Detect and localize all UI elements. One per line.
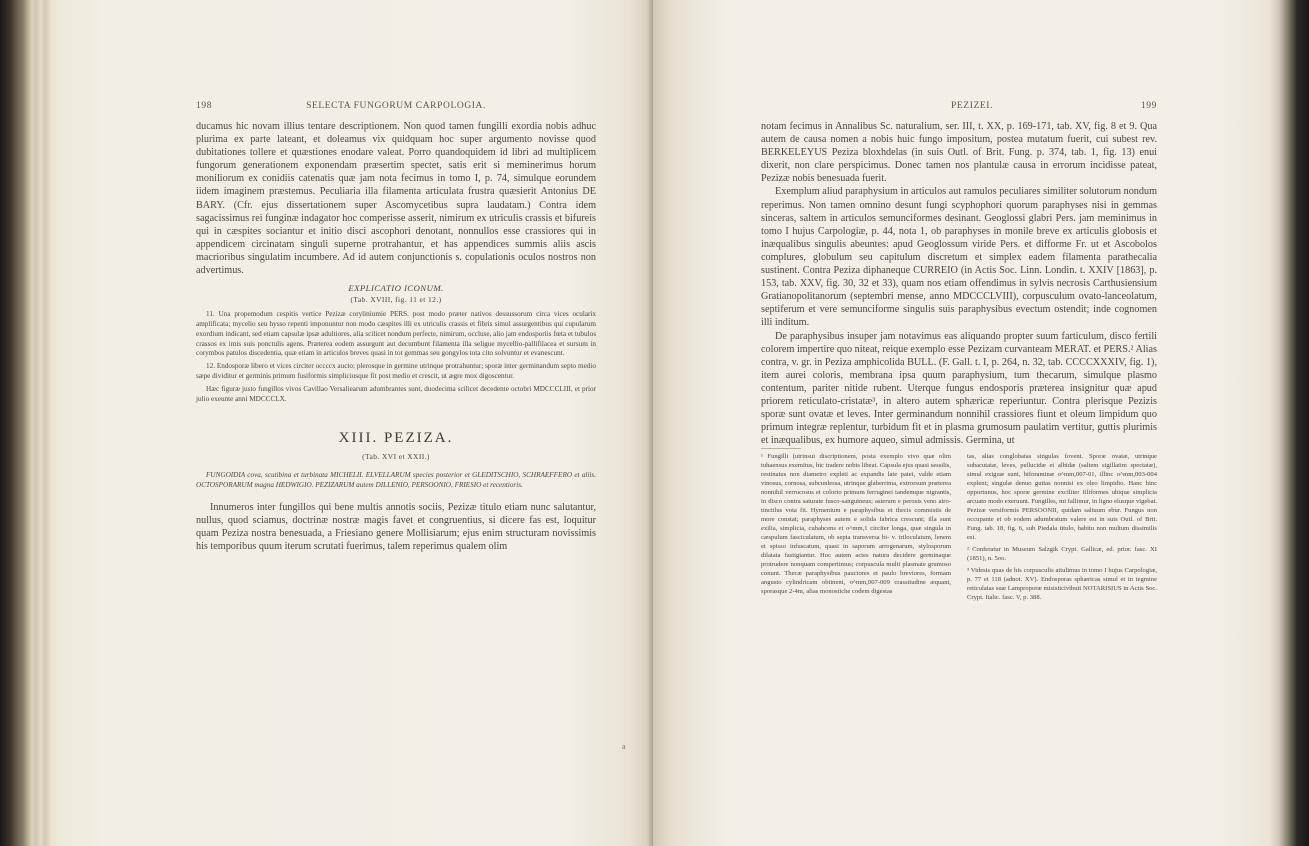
section-title: XIII. PEZIZA. (338, 430, 454, 447)
explanation-heading: EXPLICATIO ICONUM. (348, 283, 444, 294)
right-paragraph-2: Exemplum aliud paraphysium in articulos aut ramulos peculiares similiter solutorum nondum reperimus. Non tamen omnino desunt fungi scyphophori quorum paraphyses nisi in gemmas sinceras, saltem in articulos semunciformes desinant. Geoglossi glabri Pers. jam meminimus in tomo I hujus Carpologiæ, p. 44, nota 1, ob paraphyses in monile breve ex articulis globosis et inæqualibus singulis abeuntes: apud Geoglossum viride Pers. et difforme Fr. ut et Ascobolos complures, globulum seu capitulum discretum et simplex eadem filamenta parathecalia sustinent. Contra Peziza diphaneque CURREIO (in Actis Soc. Linn. Londin. t. XXIV [1863], p. 153, tab. XXV, fig. 30, 32 et 33), quam nos etiam offendimus in sylvis necrosis Carthusiensium Gratianopolitanorum (septembri mense, anno MDCCCLVIII), corpusculum ovato-lanceolatum, septiferum et vere semunciforme singulis suis paraphysibus evectum ostendit; inde cognomen illi inditum. (761, 186, 1157, 329)
corner-mark: a (622, 742, 626, 751)
footnote-1-column-b (967, 452, 1157, 602)
left-text-block (196, 120, 596, 553)
footnote-3: ³ Videsis quas de his corpusculis attulimus in tomo I hujus Carpologiæ, p. 77 et 118 (adnot. XV). Endosporas sphæricas simul et in tegmine reticulatas suæ Lamproporæ misisticivibuit NOTARISIUS in Actis Soc. Crypt. Italic. fasc. V, p. 388. (967, 567, 1157, 601)
left-page-edges (0, 0, 58, 846)
left-running-header (196, 101, 596, 111)
right-running-header (761, 101, 1157, 111)
right-running-title: PEZIZEI. (951, 101, 993, 111)
explanation-note: Hæc figuræ justo fungillos vivos Cavillao Versaliearum adumbrantes sunt, duodecima scilicet decedente octobri MDCCCLIII, et prior julio exeunte anni MDCCCLX. (196, 384, 596, 403)
right-page-number: 199 (1140, 101, 1157, 111)
footnote-rule (761, 448, 801, 449)
left-running-title: SELECTA FUNGORUM CARPOLOGIA. (306, 101, 486, 111)
left-page (58, 0, 653, 846)
right-paragraph-1: notam fecimus in Annalibus Sc. naturalium, ser. III, t. XX, p. 169-171, tab. XV, fig. 8 et 9. Qua autem de causa nomen a nobis huic fungo impositum, postea mutatum fuerit, cui subest rev. BERKELEYUS Peziza bloxhdelas (in suis Outl. of Brit. Fung. p. 374, tab. 1, fig. 13) enui dixerit, non clare perspicimus. Donec tamen nos plantulæ causa in errorum incidisse pateat, Pezizæ nobis benesuada fuerit. (761, 121, 1157, 185)
left-paragraph-2: Innumeros inter fungillos qui bene multis annotis sociis, Pezizæ titulo etiam nunc salutantur, nullus, quod sciamus, doctrinæ nostræ magis favet et congruentius, si dicere fas est, loquitur quam Peziza nostra benesuada, a Friesiano genere Mollisiarum; ejus enim structuram novissimis his temporibus quum iterum scrutati fuerimus, talem reperimus qualem olim (196, 501, 596, 553)
explanation-item-11: 11. Una propemodum cespitis vertice Pezizæ coryliniumie PERS. post modo præter nativos dessussorum circa vices ocularix amplificata; mycelio seu hysso repenti imponuntur non modo cæspites illi ex utriculis crassis et fibris simul assurgentibus qui cupularum exordium indicant, sed etiam capsulæ ipsæ adultiores, alia scilicet nondum perfecte, nimirum, occluse, alio jam endosporiis fœta et tubulos crassos ex imis suis ponctulis agens. Præterea eodem assurgunt aut decumbunt filamenta illa seligue mycellio-pallifilacea et sursum in corymbos patulos discedentia, quæ etiam in articulos breves quasi in tot gemmas seu gongylos tota cito solvuntur et evanescunt. (196, 310, 596, 358)
right-page (622, 0, 1269, 846)
footnote-1-continued: tas, alias conglobatas singulas fovent. Sporæ ovatæ, utrinque subacutatæ, leves, pellucidæ et albidæ (saltem sigillatim spectatæ), simul exiguæ sunt, biforaminæ o^mm,007-01, illinc o^mm,003-004 explent; singulæ denuo guttas nonnisi ex oleo limpidio. Hanc hinc opportunus, hoc sporæ germine exciliter filiformes ubique simplicia arcuato modo exeruunt. Fungilles, mi fallimur, in ligno elusque vigebat. Pezizæ versiformis PERSOONII, quidam saltuum ebur. Fungus non occupante et ob eodem adumbratum valere est in suis Outl. of Brit. Fung. tab. 18, fig. 6, sub Piedala titulo, habitu non multum dissimilis est. (967, 453, 1157, 541)
right-page-edges (1269, 0, 1309, 846)
left-paragraph-1: ducamus hic novam illius tentare descriptionem. Non quod tamen fungilli exordia nobis adhuc plurima ex parte lateant, et doleamus vix quidquam hoc super argumento novisse quod dubitationes tollere et quæstiones enodare valeat. Porro quandoquidem id libri ad multiplicem fungorum generationem exponendam præsertim spectet, satis erit si meminerimus horum moniliorum ex conidiis catenatis quæ jam nota fecimus in tomo I, p. 74, simulque eorundem iidem imaginem præstemus. Peculiaria illa filamenta articulata frustra quæsierit Antonius DE BARY. (Cfr. ejus dissertationem super Ascomycetibus supra laudatam.) Contra idem sagacissimus rei funginæ indagator hoc comperisse asserit, nimirum ex utriculis crassis et bifureis qui in cæspites sociantur et initio disci ascophori denotant, nonnullos esse crassiores qui in appendicem circinatam singuli superne protrahantur, et has appendices summis aliis ascis macrioribus singulatim incumbere. Ad id autem conjunctionis s. copulationis oculos nostros non advertimus. (196, 121, 596, 277)
right-text-block (761, 120, 1157, 447)
explanation-ref: (Tab. XVIII, fig. 11 et 12.) (350, 295, 442, 305)
right-paragraph-3: De paraphysibus insuper jam notavimus eas aliquando propter suum farticulum, disco fertili colorem impertire quo niteat, reique exemplo esse Pezizam curvanteam MERAT. et PERS.² Alias contra, v. gr. in Peziza amphicolida BULL. (F. Gall. t. I, p. 264, n. 32, tab. CCCCXXXIV, fig. 1), item aurei coloris, membrana ipsa quum paraphysium, tum thecarum, simulque plasmo contentum, pariter nitide rubent. Uterque fungus endosporis præterea insignitur quæ apud priorem reticulato-cristatæ³, in altero autem sphæricæ reperiuntur. Contra plerisque Pezizis sporæ sunt ovatæ et leves. Inter germinandum nonnihil crassiores fiunt et oleum limpidum quo primum integræ replentur, turbidum fit et in plasma grumosum paulatim vertitur, guttis plurimis et inæqualibus, ex humore aqueo, simul admissis. Germina, ut (761, 330, 1157, 447)
explanation-item-12: 12. Endosporæ libero et vices circiter occccx aucto; plerosque in germine utrinque protrahuntur; sporæ inter germinandum septo medio sæpe dividitur et germinis primum fusiformis simpliciusque fit post medio et crescit, ut ægre mox digoscentur. (196, 362, 596, 380)
section-intro: FUNGOIDIA cova, scutibina et turbinata MICHELII. ELVELLARUM species posterior et GLEDITSCHIO, SCHRAEFFERO et aliis. OCTOSPORARUM magna HEDWIGIO. PEZIZARUM autem DILLENIO, PERSOONIO, FRIESIO et recentioris. (196, 471, 596, 490)
footnote-1-column-a: ¹ Fungilli (utrinsui discriptionem, posta exemplo vivo quæ olim tuhaensus exemitus, hic tradere nobis libeat. Capsula ejus quasi sessilis, restinatus non diametro expleti ac expandis late patet, valde etiam vinosus, cornosa, subcunlessa, utrinque glaberrima, extrorsum præterea nonnihil verrucosus et colorio primum ferruginei tandemque nigrantis, in disco contra saturate fusco-sanguineus; asterum e perosis veno atro-tinctilus vota fit. Hymenium e paraphysibus et thecis commistis de more constat; paraphyses autem e solida fabrica crescunt; illa sunt exilia, simplicia, cubahcens et o^mm,1 circiter longa, quæ singula in cæspulum fasciculatum, ob septa transversa bi- v. triloculatum, lenem et spisso infuscatum, quasi in saporum arrogenarum, stylosporum dilatata fastigiantur. Hoc autem actes natura decidere germinaque protrudere nonquam compertimus; corpuscula multi plasmate grumoso conunt. Thecæ paraphysibus pauciores et paulo breviores, formam angusto cylindricam obtinent, o^mm,007-009 crassitudine æquant, sporasque 2-4m, alias monostiche codem digestas (761, 453, 951, 595)
footnotes (761, 448, 1157, 449)
section-ref: (Tab. XVI et XXII.) (362, 452, 430, 462)
left-page-number: 198 (196, 101, 213, 111)
footnote-2: ² Conferatur in Museum Salzgik Crypt. Gallicæ, ed. prior. fasc. XI (1851), n. 5oo. (967, 546, 1157, 562)
